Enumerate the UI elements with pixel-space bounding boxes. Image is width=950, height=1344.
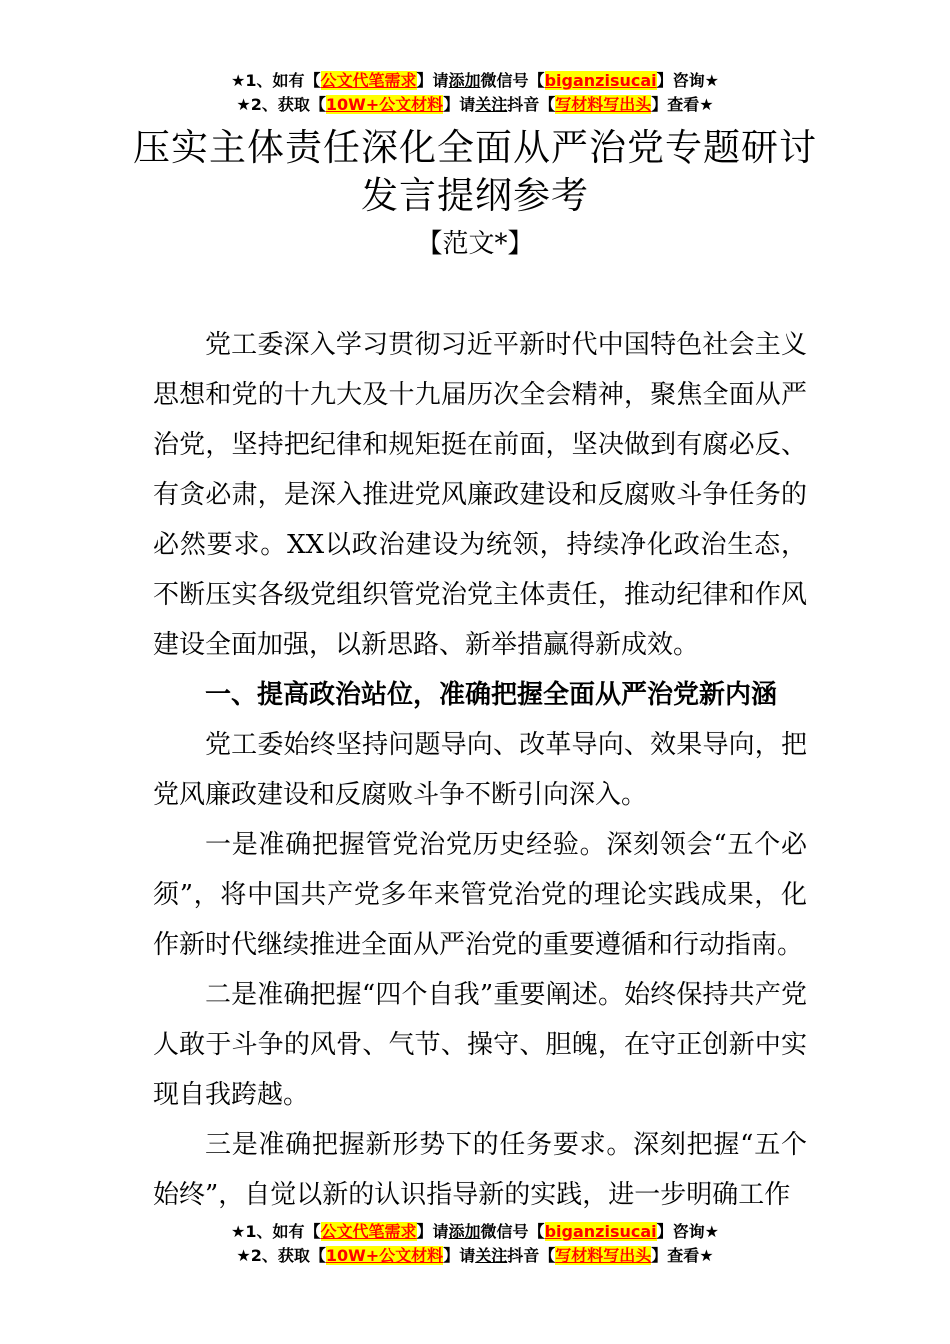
promo-line-2: ★2、获取【10W+公文材料】请关注抖音【写材料写出头】查看★ xyxy=(236,95,714,114)
paragraph: 三是准确把握新形势下的任务要求。深刻把握“五个始终”，自觉以新的认识指导新的实践，进一步明确工作 xyxy=(153,1130,807,1210)
footer-promo-banner xyxy=(0,1220,950,1268)
paragraph: 二是准确把握“四个自我”重要阐述。始终保持共产党人敢于斗争的风骨、气节、操守、胆魄，在守正创新中实现自我跨越。 xyxy=(153,980,807,1110)
paragraph: 一是准确把握管党治党历史经验。深刻领会“五个必须”，将中国共产党多年来管党治党的理论实践成果，化作新时代继续推进全面从严治党的重要遵循和行动指南。 xyxy=(153,830,807,960)
promo-line-1: ★1、如有【公文代笔需求】请添加微信号【biganzisucai】咨询★ xyxy=(231,1222,719,1241)
promo-line-2: ★2、获取【10W+公文材料】请关注抖音【写材料写出头】查看★ xyxy=(236,1246,714,1265)
highlight-service: 公文代笔需求 xyxy=(320,1222,417,1241)
paragraph: 党工委始终坚持问题导向、改革导向、效果导向，把党风廉政建设和反腐败斗争不断引向深入。 xyxy=(153,730,807,810)
highlight-service: 公文代笔需求 xyxy=(320,71,417,90)
highlight-materials: 10W+公文材料 xyxy=(325,1246,444,1265)
highlight-douyin-account: 写材料写出头 xyxy=(555,1246,652,1265)
promo-line-1: ★1、如有【公文代笔需求】请添加微信号【biganzisucai】咨询★ xyxy=(231,71,719,90)
document-body xyxy=(153,320,807,1220)
paragraph-intro: 党工委深入学习贯彻习近平新时代中国特色社会主义思想和党的十九大及十九届历次全会精神，聚焦全面从严治党，坚持把纪律和规矩挺在前面，坚决做到有腐必反、有贪必肃，是深入推进党风廉政建设和反腐败斗争任务的必然要求。XX以政治建设为统领，持续净化政治生态，不断压实各级党组织管党治党主体责任，推动纪律和作风建设全面加强，以新思路、新举措赢得新成效。 xyxy=(153,330,807,660)
document-subtitle: 【范文*】 xyxy=(416,229,534,259)
document-title-line-2: 发言提纲参考 xyxy=(361,174,589,217)
highlight-wechat-id: biganzisucai xyxy=(544,71,657,90)
header-promo-banner xyxy=(0,69,950,117)
highlight-materials: 10W+公文材料 xyxy=(325,95,444,114)
section-heading-1: 一、提高政治站位，准确把握全面从严治党新内涵 xyxy=(205,680,778,710)
highlight-douyin-account: 写材料写出头 xyxy=(555,95,652,114)
highlight-wechat-id: biganzisucai xyxy=(544,1222,657,1241)
document-title-line-1: 压实主体责任深化全面从严治党专题研讨 xyxy=(133,126,817,169)
